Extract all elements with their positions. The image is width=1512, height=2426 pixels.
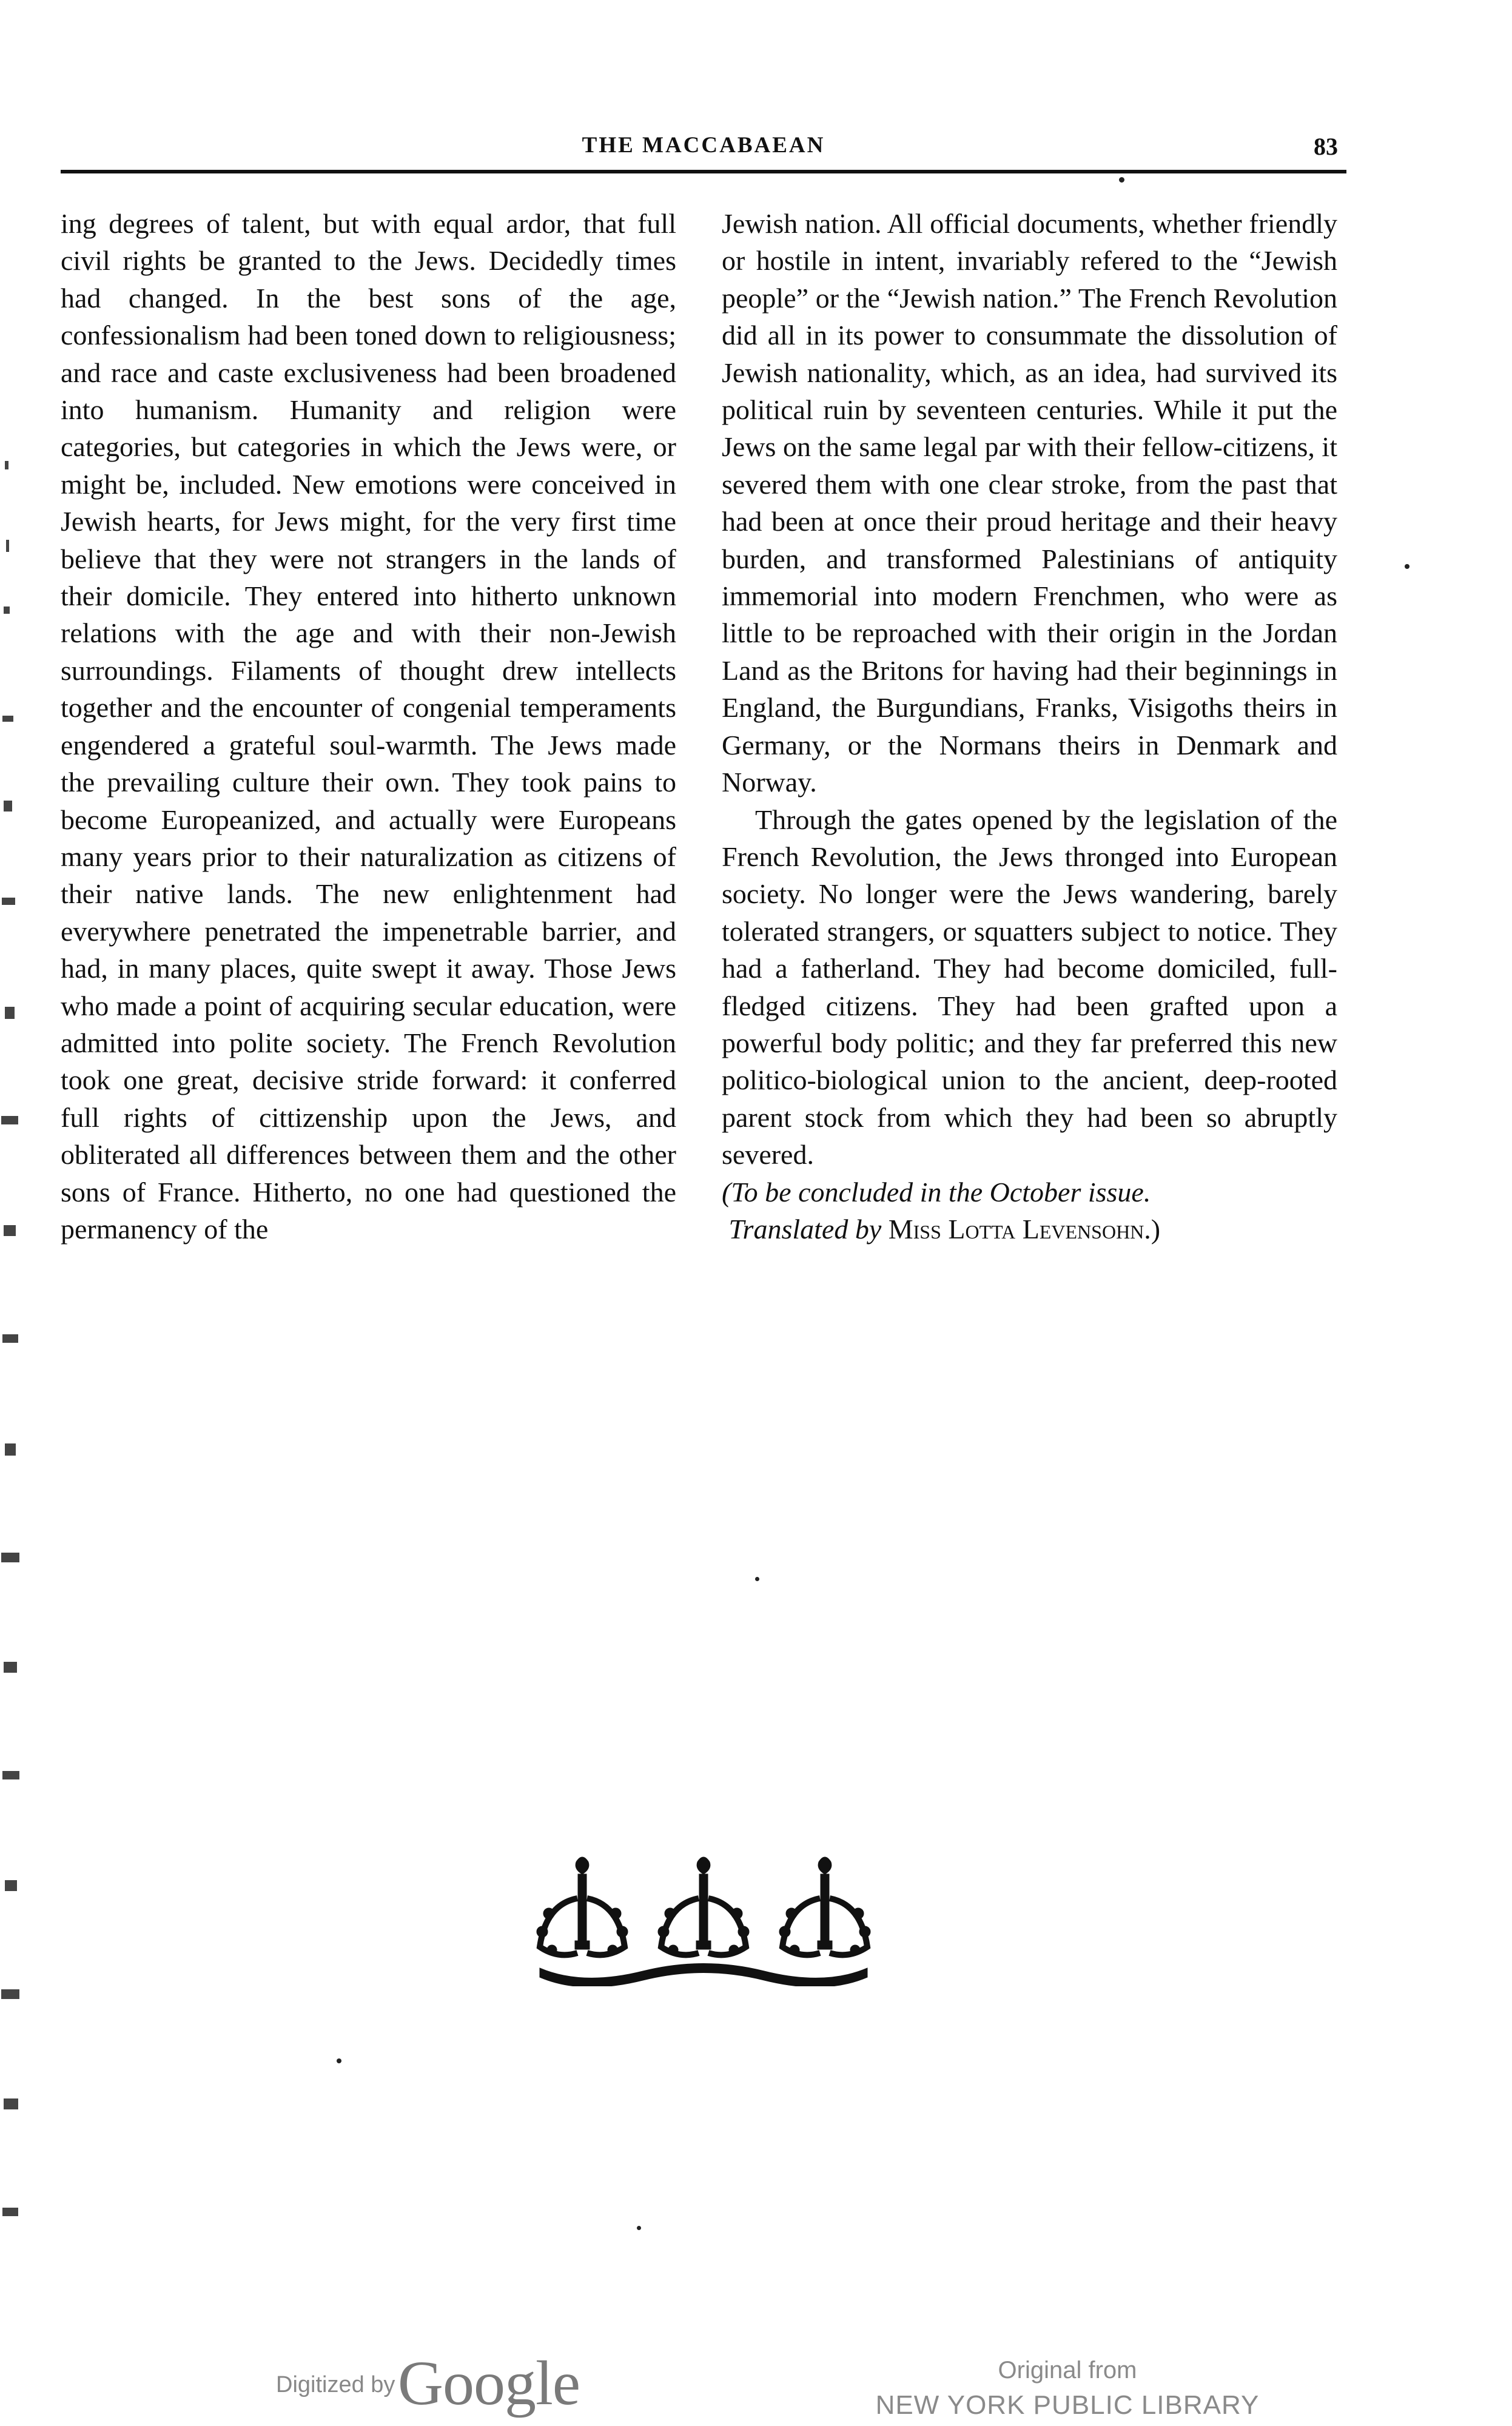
digitized-by-google [276,2347,580,2420]
journal-title: THE MACCABAEAN [582,133,825,158]
continuation-note [722,1174,1337,1248]
left-column [61,205,676,1248]
digitized-by-label: Digitized by [276,2372,395,2397]
left-paragraph-1: ing degrees of talent, but with equal ardor, that full civil rights be granted to the Jews. Decidedly times had changed. In the best sons of the age, confessionalism had been toned down to religiousness; and race and caste exclusiveness had been broadened into humanism. Humanity and religion were categories, but categories in which the Jews were, or might be, included. New emotions were conceived in Jewish hearts, for Jews might, for the very first time believe that they were not strangers in the lands of their domicile. They entered into hitherto unknown relations with the age and with their non-Jewish surroundings. Filaments of thought drew intellects together and the encounter of congenial temperaments engendered a grateful soul-warmth. The Jews made the prevailing culture their own. They took pains to become Europeanized, and actually were Europeans many years prior to their naturalization as citizens of their native lands. The new enlightenment had everywhere penetrated the impenetrable barrier, and had, in many places, quite swept it away. Those Jews who made a point of acquiring secular education, were admitted into polite society. The French Revolution took one great, decisive stride forward: it conferred full rights of cittizenship upon the Jews, and obliterated all differences between them and the other sons of France. Hitherto, no one had questioned the permanency of the [61,208,676,1245]
print-speck [337,2058,341,2063]
adjacent-page-bleed [0,461,24,2317]
torch-wreath-ornament [534,1856,873,1986]
print-speck [755,1577,759,1581]
print-speck [1119,177,1124,183]
page-number: 83 [1314,133,1338,160]
google-logo: Google [397,2348,580,2418]
library-credit [873,2353,1262,2424]
print-speck [1405,564,1410,569]
running-header [61,132,1346,164]
original-from-label: Original from [998,2357,1137,2384]
library-name: NEW YORK PUBLIC LIBRARY [875,2390,1260,2420]
right-column [722,205,1337,1248]
header-rule [61,170,1346,173]
right-paragraph-2: Through the gates opened by the legislation of the French Revolution, the Jews thronged into European society. No longer were the Jews wandering, barely tolerated strangers, or squatters subject to notice. They had a fatherland. They had become domiciled, full-fledged citizens. They had been grafted upon a powerful body politic; and they far preferred this new politico-biological union to the ancient, deep-rooted parent stock from which they had been so abruptly severed. [722,804,1337,1171]
print-speck [637,2226,641,2230]
translator-name: Miss Lotta Levensohn.) [888,1213,1161,1245]
translator-label: Translated by [728,1213,882,1245]
continuation-note-line1: (To be concluded in the October issue. [722,1176,1151,1208]
right-paragraph-1: Jewish nation. All official documents, whether friendly or hostile in intent, invariably refered to the “Jewish people” or the “Jewish nation.” The French Revolution did all in its power to consummate the dissolution of Jewish nationality, which, as an idea, had survived its political ruin by seventeen centuries. While it put the Jews on the same legal par with their fellow-citizens, it severed them with one clear stroke, from the past that had been at once their proud heritage and their heavy burden, and transformed Palestinians of antiquity immemorial into modern Frenchmen, who were as little to be reproached with their origin in the Jordan Land as the Britons for having had their beginnings in England, the Burgundians, Franks, Visigoths theirs in Germany, or the Normans theirs in Denmark and Norway. [722,208,1337,798]
